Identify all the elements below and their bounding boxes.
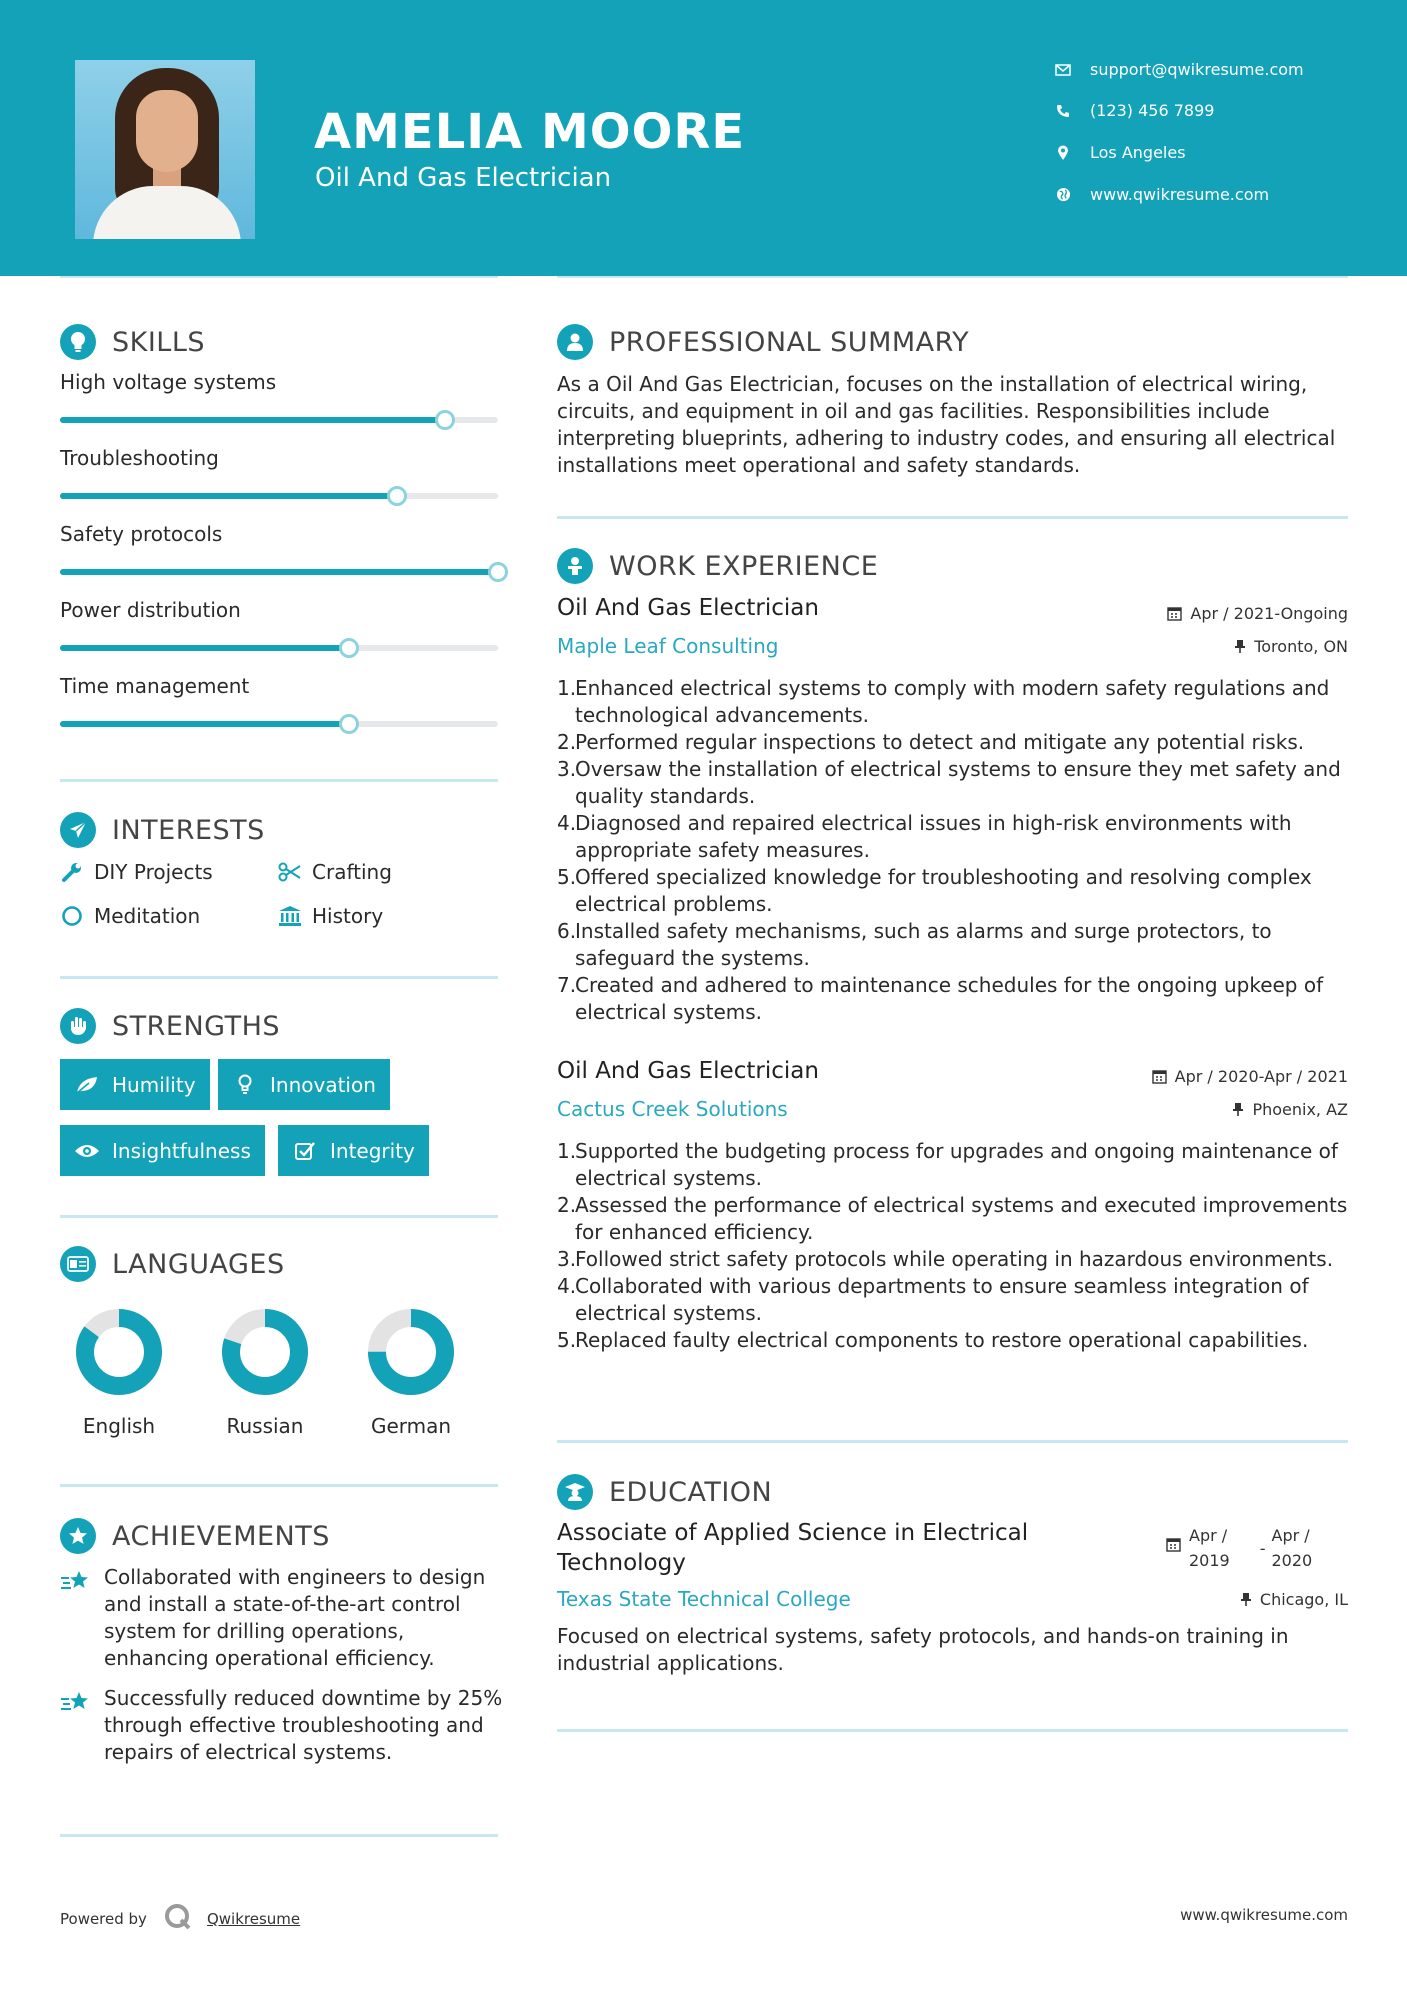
pushpin-icon [1234,639,1246,654]
summary-divider [557,516,1348,519]
experience-heading: WORK EXPERIENCE [557,548,878,584]
globe-icon [1054,186,1072,204]
profile-photo [75,60,255,239]
interests-heading: INTERESTS [60,812,265,848]
skill-label: Power distribution [60,598,241,622]
contact-location: Los Angeles [1054,143,1186,162]
languages-heading: LANGUAGES [60,1246,285,1282]
candidate-name: AMELIA MOORE [314,104,746,160]
interest-history: History [278,904,383,928]
skill-label: Safety protocols [60,522,223,546]
lightbulb-icon [60,324,96,360]
skill-label: Troubleshooting [60,446,219,470]
envelope-icon [1054,61,1072,79]
duty-item: 1. Enhanced electrical systems to comply with modern safety regulations and technological advancements. [557,676,1330,727]
duty-item: 3. Followed strict safety protocols while operating in hazardous environments. [557,1247,1334,1271]
skill-bar-fill [60,417,445,423]
map-pin-icon [1054,144,1072,162]
podium-icon [557,548,593,584]
duty-item: 3. Oversaw the installation of electrical systems to ensure they met safety and quality standards. [557,757,1341,808]
calendar-icon [1152,1069,1167,1084]
hand-icon [60,1008,96,1044]
lightbulb-icon [232,1072,258,1098]
job-duties-list [557,675,1357,1026]
job-location: Toronto, ON [1234,637,1348,656]
job-company[interactable]: Cactus Creek Solutions [557,1097,788,1121]
achievement-item: Successfully reduced downtime by 25% through effective troubleshooting and repairs of electrical systems. [104,1686,503,1764]
eye-icon [74,1138,100,1164]
skills-divider [60,779,498,782]
duty-item: 1. Supported the budgeting process for upgrades and ongoing maintenance of electrical systems. [557,1139,1338,1190]
skill-bar-knob [339,714,359,734]
duty-item: 6. Installed safety mechanisms, such as alarms and surge protectors, to safeguard the systems. [557,919,1272,970]
skill-bar-fill [60,569,498,575]
language-label-russian: Russian [226,1414,304,1438]
skill-bar-knob [387,486,407,506]
pushpin-icon [1232,1102,1244,1117]
contact-phone[interactable]: (123) 456 7899 [1054,101,1214,120]
skill-bar-knob [488,562,508,582]
duty-item: 5. Offered specialized knowledge for troubleshooting and resolving complex electrical problems. [557,865,1312,916]
job-title: Oil And Gas Electrician [557,1058,819,1084]
strength-integrity: Integrity [278,1125,429,1176]
achievements-divider [60,1834,498,1837]
education-location: Chicago, IL [1240,1590,1348,1609]
education-degree: Associate of Applied Science in Electrical Technology [557,1520,1029,1576]
education-description: Focused on electrical systems, safety protocols, and hands-on training in industrial applications. [557,1624,1289,1675]
interest-meditation: Meditation [60,904,200,928]
calendar-icon [1167,606,1182,621]
education-divider [557,1729,1348,1732]
paper-plane-icon [60,812,96,848]
education-school[interactable]: Texas State Technical College [557,1587,851,1611]
strengths-divider [60,1215,498,1218]
duty-item: 4. Diagnosed and repaired electrical issues in high-risk environments with appropriate safety measures. [557,811,1292,862]
shooting-star-icon [60,1689,92,1717]
summary-heading: PROFESSIONAL SUMMARY [557,324,969,360]
graduate-icon [557,1474,593,1510]
interests-divider [60,976,498,979]
circle-icon [60,904,84,928]
strengths-heading: STRENGTHS [60,1008,280,1044]
experience-divider [557,1440,1348,1443]
language-card-icon [60,1246,96,1282]
duty-item: 5. Replaced faulty electrical components to restore operational capabilities. [557,1328,1309,1352]
skill-bar-knob [339,638,359,658]
duty-item: 2. Assessed the performance of electrical systems and executed improvements for enhanced efficiency. [557,1193,1348,1244]
skill-bar [60,721,498,727]
education-heading: EDUCATION [557,1474,772,1510]
skill-bar-fill [60,645,349,651]
duty-item: 4. Collaborated with various departments to ensure seamless integration of electrical systems. [557,1274,1309,1325]
skill-bar [60,417,498,423]
language-donuts [60,1300,500,1410]
skill-bar [60,645,498,651]
interest-diy-projects: DIY Projects [60,860,213,884]
job-duties-list [557,1138,1357,1354]
skill-bar-knob [435,410,455,430]
phone-icon [1054,102,1072,120]
contact-email[interactable]: support@qwikresume.com [1054,60,1304,79]
strength-insightfulness: Insightfulness [60,1125,265,1176]
skill-bar [60,569,498,575]
shooting-star-icon [60,1568,92,1596]
language-label-english: English [82,1414,156,1438]
skill-label: Time management [60,674,250,698]
skill-bar-fill [60,721,349,727]
job-dates: Apr / 2020-Apr / 2021 [1152,1067,1348,1086]
contact-website[interactable]: www.qwikresume.com [1054,185,1269,204]
job-company[interactable]: Maple Leaf Consulting [557,634,779,658]
job-location: Phoenix, AZ [1232,1100,1348,1119]
footer-powered-by: Powered by Qwikresume [60,1902,300,1936]
strength-humility: Humility [60,1059,210,1110]
interest-crafting: Crafting [278,860,392,884]
duty-item: 7. Created and adhered to maintenance schedules for the ongoing upkeep of electrical systems. [557,973,1324,1024]
skills-heading: SKILLS [60,324,205,360]
candidate-role: Oil And Gas Electrician [315,163,612,193]
qwikresume-link[interactable]: Qwikresume [206,1910,301,1928]
skill-bar-fill [60,493,397,499]
job-title: Oil And Gas Electrician [557,595,819,621]
scissors-icon [278,860,302,884]
achievements-heading: ACHIEVEMENTS [60,1518,330,1554]
museum-icon [278,904,302,928]
header-divider-right [557,276,1348,278]
star-badge-icon [60,1518,96,1554]
pushpin-icon [1240,1592,1252,1607]
duty-item: 2. Performed regular inspections to detect and mitigate any potential risks. [557,730,1305,754]
job-dates: Apr / 2021-Ongoing [1167,604,1348,623]
education-dates: Apr / 2019 - Apr / 2020 [1166,1523,1312,1573]
check-square-icon [292,1138,318,1164]
wrench-icon [60,860,84,884]
header-divider-left [60,276,498,278]
footer-website[interactable]: www.qwikresume.com [1180,1906,1348,1924]
user-icon [557,324,593,360]
strength-innovation: Innovation [218,1059,390,1110]
skill-bar [60,493,498,499]
skill-label: High voltage systems [60,370,277,394]
header-banner [0,0,1407,276]
calendar-icon [1166,1537,1181,1573]
qwikresume-logo-icon [163,1902,193,1936]
languages-divider [60,1484,498,1487]
summary-text: As a Oil And Gas Electrician, focuses on the installation of electrical wiring, circuits, and equipment in oil and gas facilities. Responsibilities include interpreting blueprints, adhering to industry codes, and ensuring all electrical installations meet operational and safety standards. [557,372,1336,477]
language-label-german: German [370,1414,452,1438]
achievement-item: Collaborated with engineers to design and install a state-of-the-art control system for drilling operations, enhancing operational efficiency. [104,1565,486,1670]
leaf-icon [74,1072,100,1098]
